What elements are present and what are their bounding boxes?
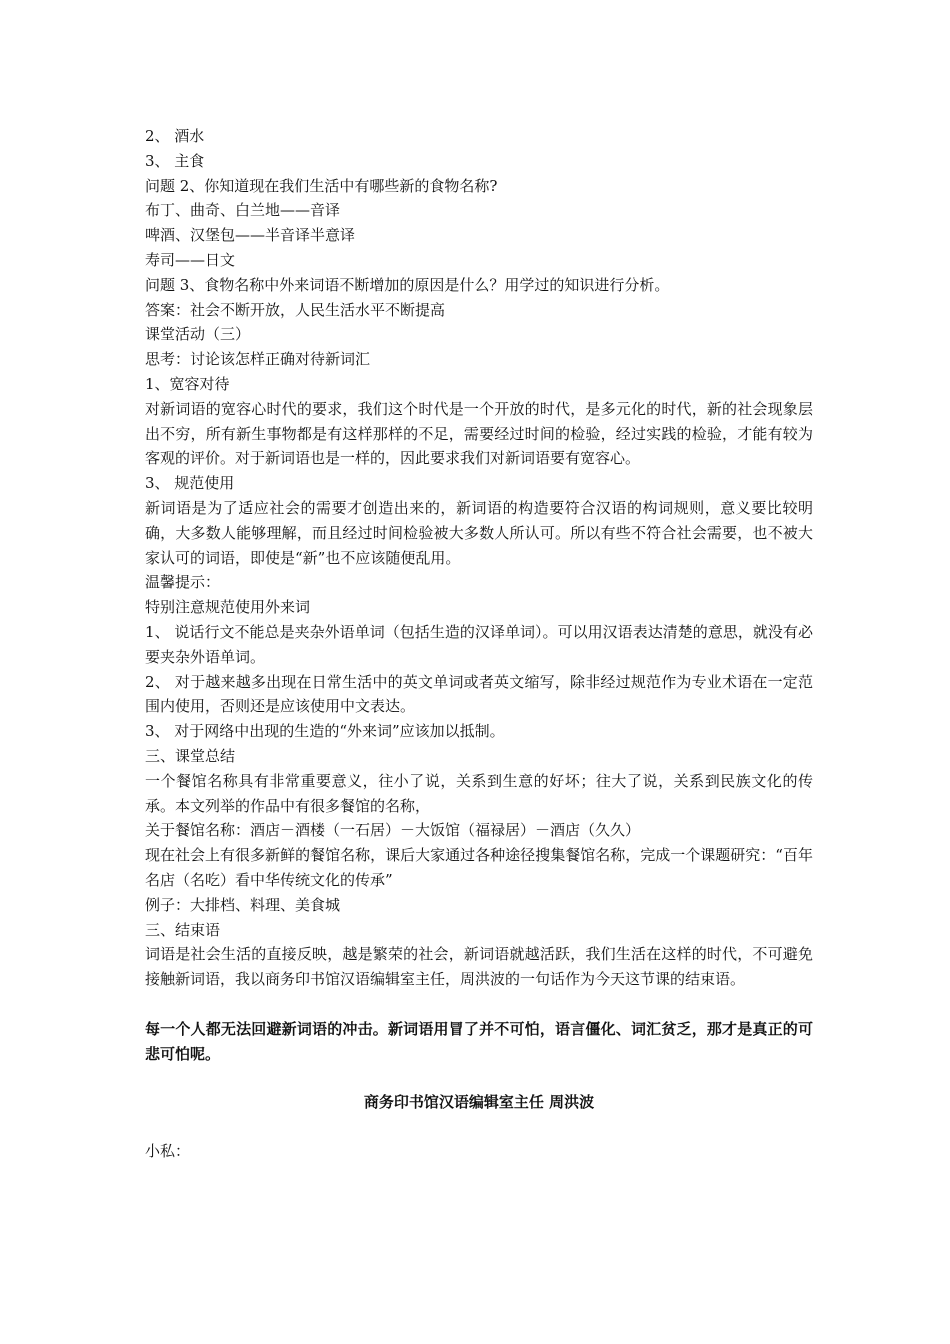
- tip-item-2: 2、 对于越来越多出现在日常生活中的英文单词或者英文缩写，除非经过规范作为专业术语在一定范围内使用，否则还是应该使用中文表达。: [145, 672, 813, 716]
- quote-signature: 商务印书馆汉语编辑室主任 周洪波: [363, 1093, 595, 1112]
- tip-title: 温馨提示：: [145, 573, 221, 592]
- list-item-drinks: 2、 酒水: [145, 127, 205, 145]
- summary-examples: 例子：大排档、料理、美食城: [145, 895, 341, 914]
- answer-3: 答案：社会不断开放，人民生活水平不断提高: [145, 300, 446, 319]
- ending-heading: 三、结束语: [145, 920, 221, 939]
- ending-paragraph: 词语是社会生活的直接反映，越是繁荣的社会，新词语就越活跃，我们生活在这样的时代，不可避免接触新词语，我以商务印书馆汉语编辑室主任，周洪波的一句话作为今天这节课的结束语。: [145, 945, 813, 989]
- answer-transliteration: 布丁、曲奇、白兰地——音译: [145, 201, 341, 220]
- heading-norm: 3、 规范使用: [145, 474, 235, 493]
- summary-heading: 三、课堂总结: [145, 746, 236, 765]
- quote-paragraph: 每一个人都无法回避新词语的冲击。新词语用冒了并不可怕，语言僵化、词汇贫乏，那才是真正的可悲可怕呢。: [145, 1019, 813, 1063]
- heading-tolerance: 1、宽容对待: [145, 374, 230, 393]
- summary-research: 现在社会上有很多新鲜的餐馆名称，课后大家通过各种途径搜集餐馆名称，完成一个课题研究：“百年名店（名吃）看中华传统文化的传承”: [145, 846, 813, 889]
- paragraph-norm: 新词语是为了适应社会的需要才创造出来的，新词语的构造要符合汉语的构词规则，意义要比较明确，大多数人能够理解，而且经过时间检验被大多数人所认可。所以有些不符合社会需要，也不被大家认可的词语，即使是“新”也不应该随便乱用。: [145, 498, 813, 567]
- answer-half-transliteration: 啤酒、汉堡包——半音译半意译: [145, 226, 356, 245]
- question-3: 问题 3、食物名称中外来词语不断增加的原因是什么？用学过的知识进行分析。: [145, 275, 670, 294]
- summary-paragraph: 一个餐馆名称具有非常重要意义，往小了说，关系到生意的好坏；往大了说，关系到民族文化的传承。本文列举的作品中有很多餐馆的名称，: [145, 771, 813, 815]
- closing-line: 小私：: [145, 1142, 191, 1161]
- paragraph-tolerance: 对新词语的宽容心时代的要求，我们这个时代是一个开放的时代，是多元化的时代，新的社会现象层出不穷，所有新生事物都是有这样那样的不足，需要经过时间的检验，经过实践的检验，才能有较为客观的评价。对于新词语也是一样的，因此要求我们对新词语要有宽容心。: [145, 399, 813, 468]
- activity-heading: 课堂活动（三）: [145, 325, 251, 344]
- document-page: [145, 124, 813, 1164]
- question-2: 问题 2、你知道现在我们生活中有哪些新的食物名称?: [145, 176, 498, 195]
- answer-japanese: 寿司——日文: [145, 250, 236, 269]
- discussion-prompt: 思考：讨论该怎样正确对待新词汇: [145, 350, 371, 369]
- tip-item-1: 1、 说话行文不能总是夹杂外语单词（包括生造的汉译单词）。可以用汉语表达清楚的意思，就没有必要夹杂外语单词。: [145, 622, 813, 666]
- tip-item-3: 3、 对于网络中出现的生造的“外来词”应该加以抵制。: [145, 722, 505, 741]
- tip-subtitle: 特别注意规范使用外来词: [145, 598, 311, 617]
- summary-restaurant-names: 关于餐馆名称：酒店－酒楼（一石居）－大饭馆（福禄居）－酒店（久久）: [145, 821, 641, 840]
- list-item-staple: 3、 主食: [145, 151, 205, 170]
